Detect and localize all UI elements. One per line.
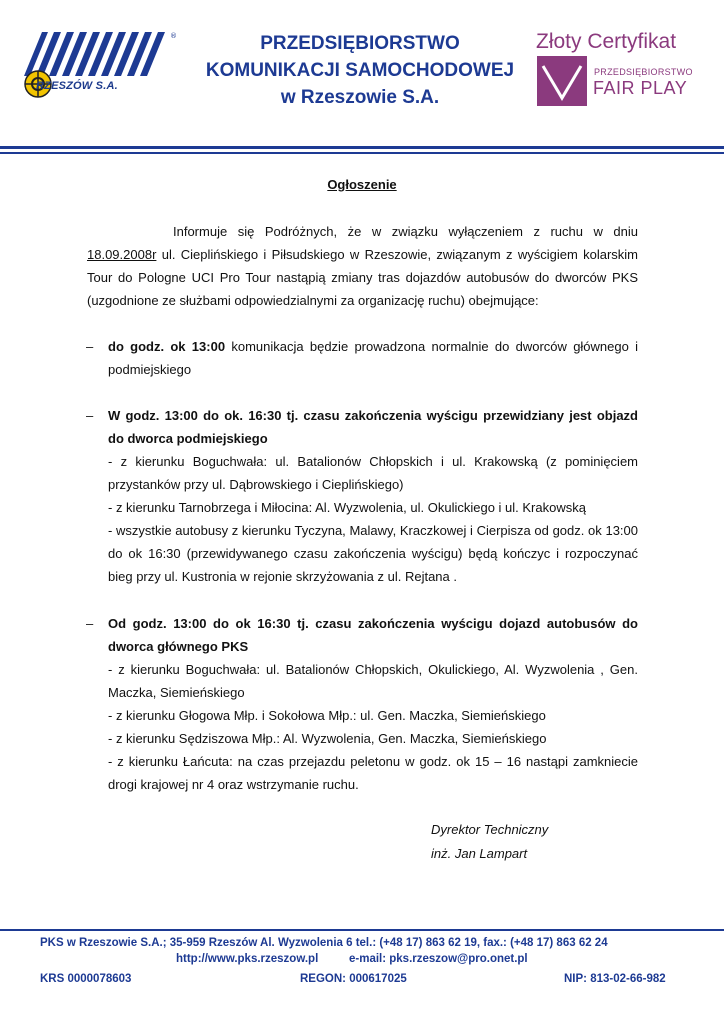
- footer-address: PKS w Rzeszowie S.A.; 35-959 Rzeszów Al. Wyzwolenia 6 tel.: (+48 17) 863 62 19, fax.: (+48 17) 863 62 24: [40, 937, 608, 949]
- intro-paragraph: [87, 220, 638, 312]
- logo-caption: RZESZÓW S.A.: [36, 80, 118, 92]
- footer-regon: REGON: 000617025: [300, 973, 407, 985]
- footer-divider: [0, 929, 724, 931]
- item-3-dash: –: [86, 616, 94, 631]
- item-1: [108, 335, 638, 381]
- intro-part-2: ul. Cieplińskiego i Piłsudskiego w Rzeszowie, związanym z wyścigiem kolarskim Tour do Pologne UCI Pro Tour nastąpią zmiany tras dojazdów autobusów do dworców PKS (uzgodnione ze służbami odpowiedzialnymi za organizację ruchu) obejmujące:: [87, 247, 638, 308]
- footer-nip: NIP: 813-02-66-982: [564, 973, 666, 985]
- intro-date: 18.09.2008r: [87, 247, 157, 262]
- svg-text:®: ®: [170, 32, 177, 40]
- footer-website-link[interactable]: http://www.pks.rzeszow.pl: [176, 953, 319, 965]
- item-3-line: - z kierunku Boguchwała: ul. Batalionów Chłopskich, Okulickiego, Al. Wyzwolenia , Gen. Maczka, Siemieńskiego: [108, 662, 638, 700]
- company-line-1: PRZEDSIĘBIORSTWO: [260, 33, 460, 54]
- company-name: [190, 30, 530, 111]
- item-3: [108, 612, 638, 796]
- item-1-bold: do godz. ok 13:00: [108, 339, 226, 354]
- footer-email-link[interactable]: e-mail: pks.rzeszow@pro.onet.pl: [349, 953, 528, 965]
- document-heading: Ogłoszenie: [327, 177, 397, 192]
- item-2-line: - z kierunku Boguchwała: ul. Batalionów Chłopskich i ul. Krakowską (z pominięciem przystanków przy ul. Dąbrowskiego i Cieplińskiego): [108, 454, 638, 492]
- fair-play-checkmark-icon: [537, 56, 587, 106]
- company-line-2: KOMUNIKACJI SAMOCHODOWEJ: [205, 60, 515, 81]
- item-2-dash: –: [86, 408, 94, 423]
- item-2: [108, 404, 638, 588]
- signature-title: Dyrektor Techniczny: [431, 822, 549, 837]
- intro-part-1: Informuje się Podróżnych, że w związku wyłączeniem z ruchu w dniu: [173, 224, 638, 239]
- signature-name: inż. Jan Lampart: [431, 846, 528, 861]
- item-2-line: - z kierunku Tarnobrzega i Miłocina: Al. Wyzwolenia, ul. Okulickiego i ul. Krakowską: [108, 500, 586, 515]
- item-1-dash: –: [86, 339, 94, 354]
- certificate-subtitle: PRZEDSIĘBIORSTWO: [594, 67, 693, 77]
- item-2-bold: W godz. 13:00 do ok. 16:30 tj. czasu zakończenia wyścigu przewidziany jest objazd do dworca podmiejskiego: [108, 408, 638, 446]
- header-divider: [0, 146, 724, 149]
- footer-krs: KRS 0000078603: [40, 973, 132, 985]
- certificate-title: Złoty Certyfikat: [536, 30, 677, 53]
- certificate-fair-play: FAIR PLAY: [593, 78, 688, 98]
- item-1-text: komunikacja będzie prowadzona normalnie do dworców głównego i podmiejskiego: [108, 339, 639, 377]
- item-3-bold: Od godz. 13:00 do ok 16:30 tj. czasu zakończenia wyścigu dojazd autobusów do dworca głównego PKS: [108, 616, 638, 654]
- header-divider-thin: [0, 152, 724, 154]
- company-line-3: w Rzeszowie S.A.: [280, 87, 440, 108]
- item-3-line: - z kierunku Łańcuta: na czas przejazdu peletonu w godz. ok 15 – 16 nastąpi zamkniecie drogi krajowej nr 4 oraz wstrzymanie ruchu.: [108, 754, 638, 792]
- item-3-line: - z kierunku Głogowa Młp. i Sokołowa Młp.: ul. Gen. Maczka, Siemieńskiego: [108, 708, 546, 723]
- item-2-line: - wszystkie autobusy z kierunku Tyczyna, Malawy, Kraczkowej i Cierpisza od godz. ok 13:00 do ok 16:30 (przewidywanego czasu zakończenia wyścigu) będą kończyc i rozpoczynać bieg przy ul. Kustronia w rejonie skrzyżowania z ul. Rejtana .: [108, 523, 638, 584]
- item-3-line: - z kierunku Sędziszowa Młp.: Al. Wyzwolenia, Gen. Maczka, Siemieńskiego: [108, 731, 547, 746]
